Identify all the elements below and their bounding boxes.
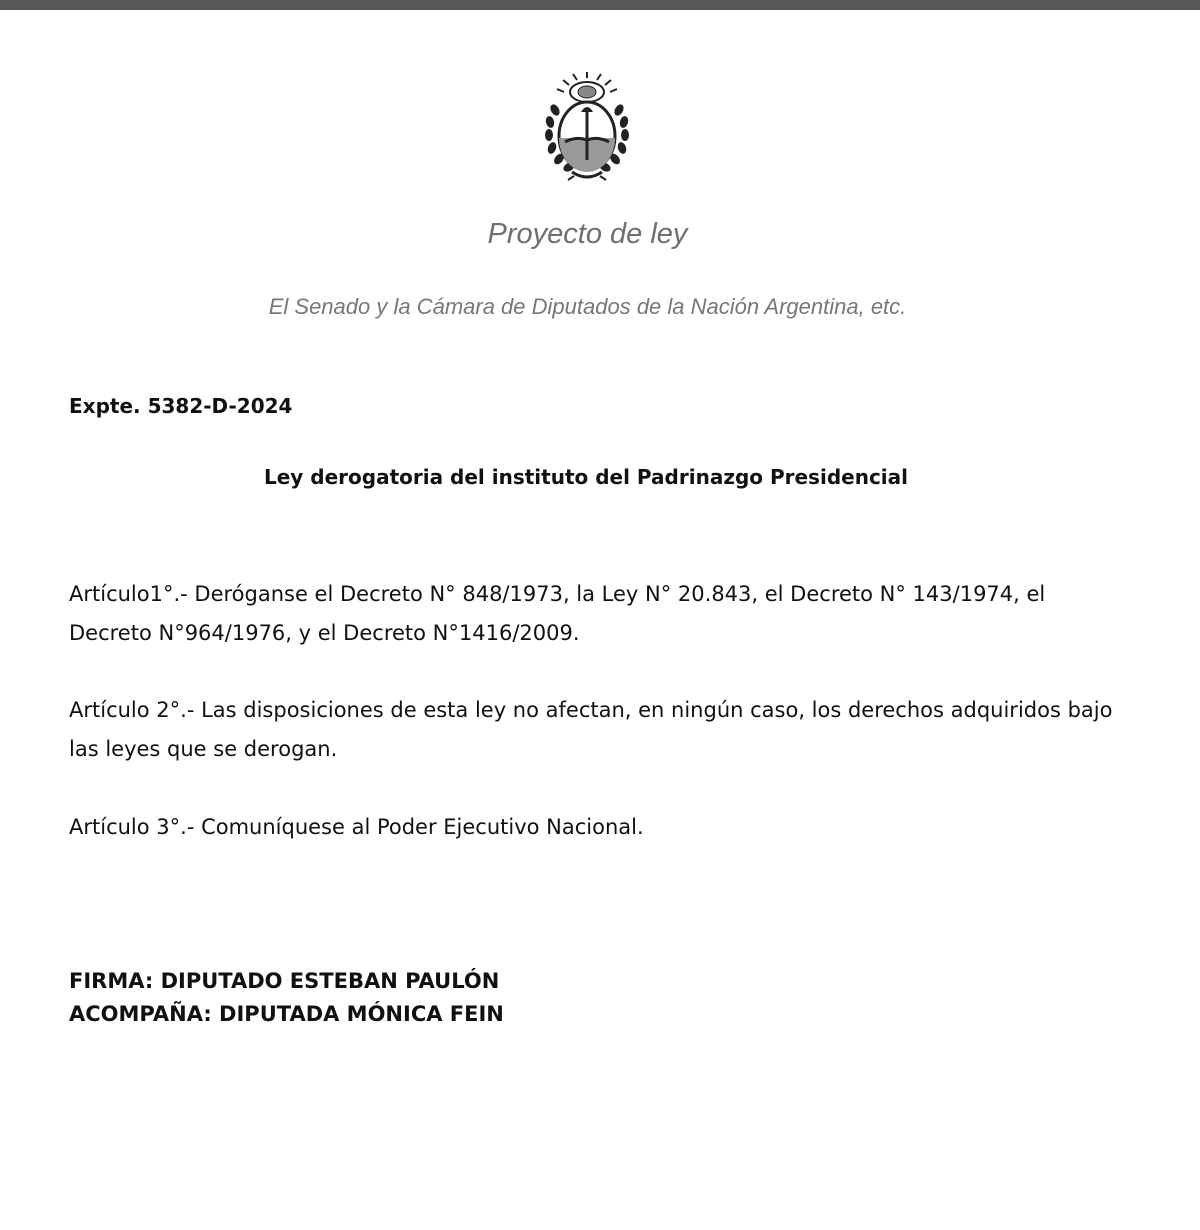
article-2: Artículo 2°.- Las disposiciones de esta ley no afectan, en ningún caso, los derechos adquiridos bajo las leyes que se derogan. [69,698,1113,761]
expediente-number: Expte. 5382-D-2024 [69,394,293,418]
signature-block [69,965,504,1031]
top-bar [0,0,1200,10]
document-title: Proyecto de ley [487,218,688,250]
signature-firma: FIRMA: DIPUTADO ESTEBAN PAULÓN [69,969,500,993]
signature-acompana: ACOMPAÑA: DIPUTADA MÓNICA FEIN [69,1002,504,1026]
law-title: Ley derogatoria del instituto del Padrinazgo Presidencial [263,465,909,489]
national-coat-of-arms-icon [540,72,634,182]
article-3: Artículo 3°.- Comuníquese al Poder Ejecutivo Nacional. [69,815,644,839]
document-subtitle: El Senado y la Cámara de Diputados de la Nación Argentina, etc. [268,294,907,319]
article-1: Artículo1°.- Deróganse el Decreto N° 848/1973, la Ley N° 20.843, el Decreto N° 143/1974, el Decreto N°964/1976, y el Decreto N°1416/2009. [69,582,1046,645]
